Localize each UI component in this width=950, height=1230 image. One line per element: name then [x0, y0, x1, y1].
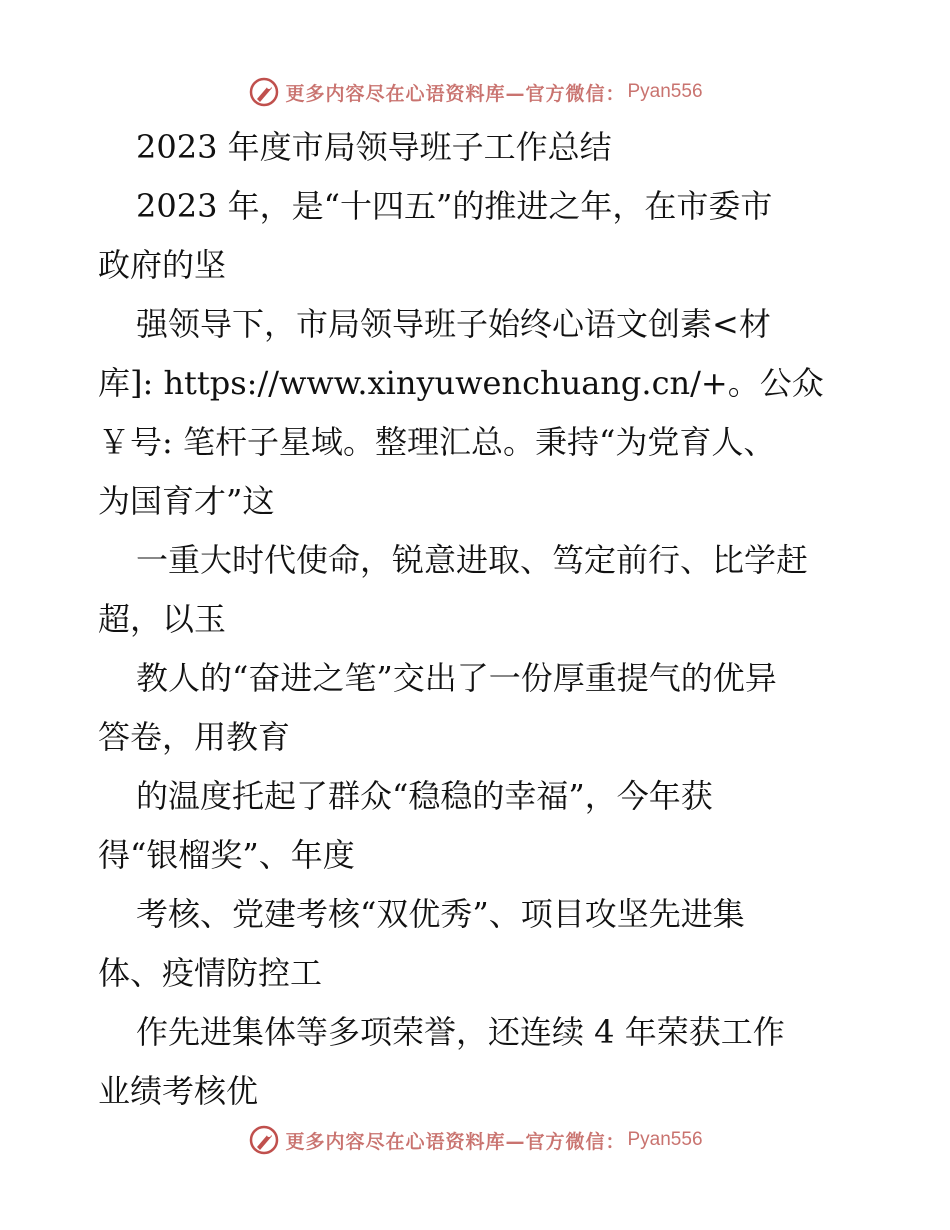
text-line: 体、疫情防控工 [98, 954, 323, 992]
text-line: 作先进集体等多项荣誉，还连续 4 年荣获工作 [136, 1013, 785, 1051]
banner-wechat-id: Pyan556 [627, 81, 703, 102]
text-line: 考核、党建考核“双优秀”、项目攻坚先进集 [136, 895, 745, 933]
banner-wechat-id: Pyan556 [627, 1129, 703, 1150]
text-line: 库]: https://www.xinyuwenchuang.cn/+。公众 [98, 364, 824, 402]
text-line: 教人的“奋进之笔”交出了一份厚重提气的优异 [136, 659, 777, 697]
text-line: 业绩考核优 [98, 1072, 259, 1110]
text-line: 超，以玉 [98, 600, 227, 638]
text-line: 强领导下，市局领导班子始终心语文创素<材 [136, 305, 771, 343]
text-line: 政府的坚 [98, 246, 227, 284]
banner-text: 更多内容尽在心语资料库—官方微信： [285, 1130, 626, 1153]
header-banner [0, 72, 950, 112]
document-body [98, 118, 858, 1121]
text-line: 一重大时代使命，锐意进取、笃定前行、比学赶 [136, 541, 809, 579]
text-line: ￥号: 笔杆子星域。整理汇总。秉持“为党育人、 [98, 423, 776, 461]
text-line: 2023 年度市局领导班子工作总结 [136, 128, 612, 166]
footer-banner [0, 1120, 950, 1160]
text-line: 的温度托起了群众“稳稳的幸福”，今年获 [136, 777, 713, 815]
text-line: 答卷，用教育 [98, 718, 291, 756]
text-line: 2023 年，是“十四五”的推进之年，在市委市 [136, 187, 773, 225]
banner-text: 更多内容尽在心语资料库—官方微信： [285, 82, 626, 105]
text-line: 为国育才”这 [98, 482, 275, 520]
text-line: 得“银榴奖”、年度 [98, 836, 355, 874]
pen-nib-logo-icon [247, 75, 281, 109]
pen-nib-logo-icon [247, 1123, 281, 1157]
